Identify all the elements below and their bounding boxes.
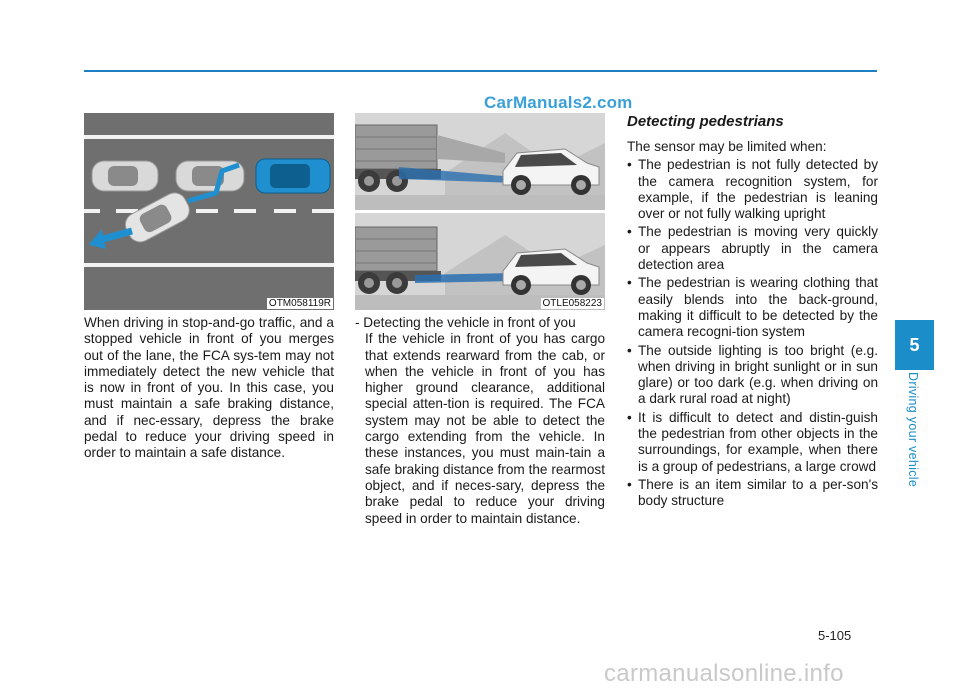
list-item: • The pedestrian is wearing clothing that easily blends into the back-ground, making it difficult to be detected by the camera recogni-tion system	[627, 275, 878, 340]
list-item: • The pedestrian is moving very quickly or appears abruptly in the camera detection area	[627, 224, 878, 273]
page-number: 5-105	[818, 628, 852, 643]
truck-cargo-illustration-top	[355, 113, 605, 210]
figure-truck-cargo-bottom	[355, 213, 605, 310]
column-1	[84, 315, 334, 462]
bullet-icon: •	[627, 224, 632, 240]
chapter-tab: 5	[895, 320, 934, 370]
list-item: • There is an item similar to a per-son's body structure	[627, 476, 878, 509]
paragraph-stop-and-go: When driving in stop-and-go traffic, and a stopped vehicle in front of you merges out of the lane, the FCA sys-tem may not immediately detect the new vehicle that is now in front of you. In this case, you must maintain a safe braking distance, and if nec-essary, depress the brake pedal to reduce your driving speed in order to maintain a safe distance.	[84, 315, 334, 461]
column-3	[627, 113, 878, 512]
watermark-top: CarManuals2.com	[484, 93, 633, 112]
bullet-icon: •	[627, 342, 632, 358]
chapter-title: Driving your vehicle	[906, 372, 920, 488]
header-rule	[84, 70, 877, 72]
section-heading: Detecting pedestrians	[627, 113, 784, 130]
bullet-list	[627, 157, 878, 509]
truck-cargo-illustration-bottom	[355, 213, 605, 310]
bullet-icon: •	[627, 409, 632, 425]
bullet-icon: •	[627, 476, 632, 492]
list-item: • It is difficult to detect and distin-guish the pedestrian from other objects in the surroundings, for example, when there is a group of pedestrians, a large crowd	[627, 409, 878, 474]
bullet-icon: •	[627, 157, 632, 173]
figure-code: OTM058119R	[268, 298, 331, 309]
figure-code: OTLE058223	[542, 298, 602, 309]
intro-text: The sensor may be limited when:	[627, 139, 827, 154]
paragraph-cargo: If the vehicle in front of you has cargo that extends rearward from the cab, or when the vehicle in front of you has higher ground clearance, additional special atten-tion is required. The FCA system may not be able to detect the cargo extending from the vehicle. In these instances, you must main-tain a safe braking distance from the rearmost object, and if neces-sary, depress the brake pedal to reduce your driving speed in order to maintain distance.	[365, 331, 605, 526]
figure-truck-cargo-top	[355, 113, 605, 210]
bullet-icon: •	[627, 275, 632, 291]
watermark-bottom: carmanualsonline.info	[604, 660, 844, 687]
list-item: • The outside lighting is too bright (e.g. when driving in bright sunlight or in sun glare) or too dark (e.g. when driving on a dark rural road at night)	[627, 342, 878, 407]
column-2	[355, 315, 605, 527]
list-item: • The pedestrian is not fully detected by the camera recognition system, for example, if the pedestrian is leaning over or not fully walking upright	[627, 157, 878, 222]
traffic-merge-illustration	[84, 113, 334, 310]
dash-item-heading: - Detecting the vehicle in front of you	[355, 315, 576, 330]
figure-traffic-merge	[84, 113, 334, 310]
